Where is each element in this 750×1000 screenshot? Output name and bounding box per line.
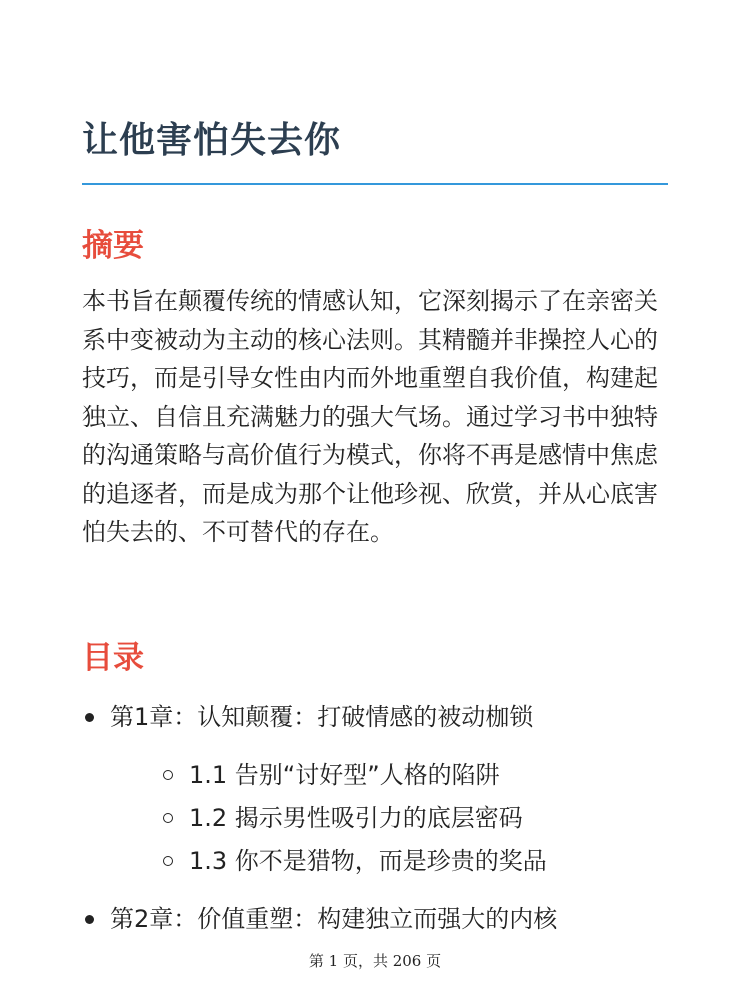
toc-section-1-3: [189, 844, 547, 878]
toc-chapter-1: [110, 700, 533, 734]
toc-section-1-3-label: 1.3 你不是猎物，而是珍贵的奖品: [189, 847, 547, 875]
hollow-bullet-icon: [163, 770, 173, 780]
toc-section-1-2-label: 1.2 揭示男性吸引力的底层密码: [189, 804, 523, 832]
title-divider: [82, 183, 668, 185]
toc-heading: 目录: [82, 640, 144, 676]
summary-heading: 摘要: [82, 228, 144, 264]
toc-chapter-1-label: 第1章：认知颠覆：打破情感的被动枷锁: [110, 703, 534, 731]
summary-paragraph: 本书旨在颠覆传统的情感认知，它深刻揭示了在亲密关系中变被动为主动的核心法则。其精髓并非操控人心的技巧，而是引导女性由内而外地重塑自我价值，构建起独立、自信且充满魅力的强大气场。通过学习书中独特的沟通策略与高价值行为模式，你将不再是感情中焦虑的追逐者，而是成为那个让他珍视、欣赏，并从心底害怕失去的、不可替代的存在。: [82, 287, 658, 546]
toc-chapter-2-label: 第2章：价值重塑：构建独立而强大的内核: [110, 905, 558, 933]
page-number-footer: 第 1 页，共 206 页: [308, 952, 442, 970]
toc-chapter-2: [110, 902, 557, 936]
filled-bullet-icon: [85, 915, 94, 924]
toc-section-1-1: [189, 758, 500, 792]
filled-bullet-icon: [85, 713, 94, 722]
hollow-bullet-icon: [163, 856, 173, 866]
hollow-bullet-icon: [163, 813, 173, 823]
toc-section-1-1-label: 1.1 告别“讨好型”人格的陷阱: [189, 761, 500, 789]
document-title: 让他害怕失去你: [82, 120, 342, 161]
toc-section-1-2: [189, 801, 523, 835]
